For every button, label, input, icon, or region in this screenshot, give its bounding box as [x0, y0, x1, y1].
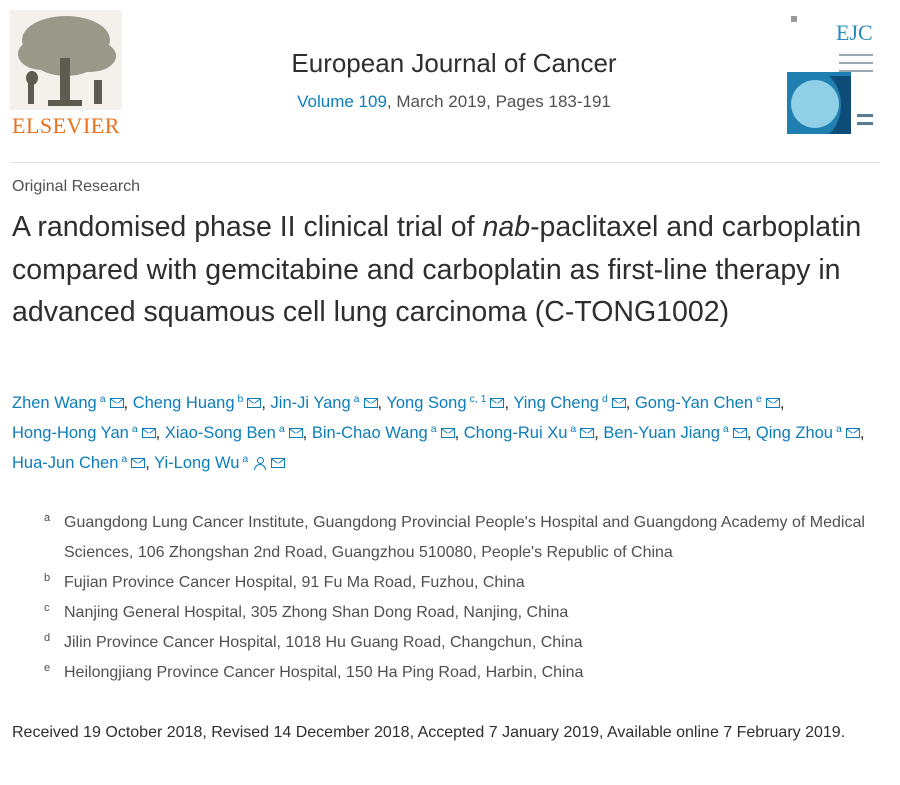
affiliation-item — [44, 508, 884, 568]
author-affiliation-sup: b — [237, 392, 244, 405]
author-name[interactable]: Chong-Rui Xu — [463, 424, 568, 442]
author-affiliation-sup: d — [601, 392, 608, 405]
author-link[interactable] — [271, 394, 378, 412]
author-name[interactable]: Cheng Huang — [132, 394, 235, 412]
author-affiliation-sup: a — [835, 422, 842, 435]
header-divider — [10, 162, 880, 163]
author-name[interactable]: Jin-Ji Yang — [270, 394, 351, 412]
journal-issue — [0, 92, 900, 112]
article-dates: Received 19 October 2018, Revised 14 December 2018, Accepted 7 January 2019, Available online 7 February 2019. — [12, 724, 846, 741]
author-affiliation-sup: a — [353, 392, 360, 405]
author-link[interactable] — [603, 424, 746, 442]
author-name[interactable]: Yi-Long Wu — [154, 454, 240, 472]
affiliation-list — [44, 508, 884, 688]
article-title — [12, 206, 892, 334]
affiliation-text: Jilin Province Cancer Hospital, 1018 Hu Guang Road, Changchun, China — [64, 634, 583, 651]
author-affiliation-sup: a — [242, 452, 249, 465]
mail-icon[interactable] — [733, 428, 747, 438]
author-link[interactable] — [464, 424, 594, 442]
journal-title-link[interactable]: European Journal of Cancer — [291, 48, 617, 78]
article-header — [0, 0, 900, 162]
affiliation-text: Guangdong Lung Cancer Institute, Guangdong Provincial People's Hospital and Guangdong Academy of Medical Sciences, 106 Zhongshan 2nd Road, Guangzhou 510080, People's Republic of China — [64, 514, 865, 561]
affiliation-label: e — [44, 662, 51, 674]
title-part-1: A randomised phase II clinical trial of — [12, 211, 483, 243]
author-affiliation-sup: a — [722, 422, 729, 435]
author-name[interactable]: Ying Cheng — [513, 394, 599, 412]
author-link[interactable] — [635, 394, 780, 412]
author-name[interactable]: Qing Zhou — [755, 424, 833, 442]
author-name[interactable]: Xiao-Song Ben — [164, 424, 276, 442]
person-icon[interactable] — [253, 457, 267, 469]
affiliation-item — [44, 628, 884, 658]
author-link[interactable] — [133, 394, 262, 412]
affiliation-item — [44, 568, 884, 598]
affiliation-label: d — [44, 632, 51, 644]
mail-icon[interactable] — [247, 398, 261, 408]
affiliation-label: a — [44, 512, 51, 524]
author-link[interactable] — [154, 454, 285, 472]
author-link[interactable] — [312, 424, 455, 442]
author-list: Zhen Wang $^a$ , Cheng Huang $^b$ , Jin-Ji Yang $^a$ , Yong Song $^{c, 1}$ , Ying Cheng $^d$ , Gong-Yan Chen $^e$ , Hong-Hong Yan $^a$ , Xiao-Song Ben $^a$ , Bin-Chao Wang $^a$ , Chong-Rui Xu $^a$ , Ben-Yuan Jiang $^a$ , Qing Zhou $^a$ , Hua-Jun Chen $^a$ , Yi-Long Wu $^a$ — [12, 392, 865, 472]
affiliation-label: c — [44, 602, 50, 614]
author-link[interactable] — [165, 424, 303, 442]
journal-title[interactable] — [0, 48, 900, 79]
author-affiliation-sup: a — [570, 422, 577, 435]
mail-icon[interactable] — [271, 458, 285, 468]
author-name[interactable]: Hong-Hong Yan — [12, 424, 129, 442]
author-name[interactable]: Zhen Wang — [12, 394, 97, 412]
author-link[interactable] — [756, 424, 860, 442]
mail-icon[interactable] — [110, 398, 124, 408]
mail-icon[interactable] — [766, 398, 780, 408]
author-affiliation-sup: c, 1 — [469, 392, 487, 405]
author-link[interactable] — [12, 454, 145, 472]
author-affiliation-sup: e — [756, 392, 762, 405]
author-affiliation-sup: a — [99, 392, 106, 405]
mail-icon[interactable] — [289, 428, 303, 438]
affiliation-item — [44, 658, 884, 688]
author-affiliation-sup: a — [131, 422, 138, 435]
author-affiliation-sup: a — [430, 422, 437, 435]
volume-link[interactable]: Volume 109 — [297, 92, 387, 111]
author-name[interactable]: Gong-Yan Chen — [634, 394, 753, 412]
author-name[interactable]: Hua-Jun Chen — [12, 454, 119, 472]
mail-icon[interactable] — [612, 398, 626, 408]
author-name[interactable]: Yong Song — [386, 394, 467, 412]
affiliation-label: b — [44, 572, 51, 584]
article-type: Original Research — [12, 178, 141, 195]
mail-icon[interactable] — [580, 428, 594, 438]
author-name[interactable]: Ben-Yuan Jiang — [603, 424, 720, 442]
affiliation-text: Fujian Province Cancer Hospital, 91 Fu Ma Road, Fuzhou, China — [64, 574, 525, 591]
author-affiliation-sup: a — [121, 452, 128, 465]
title-italic-term: nab — [482, 211, 531, 243]
author-affiliation-sup: a — [278, 422, 285, 435]
journal-acronym: EJC — [836, 20, 873, 45]
author-link[interactable] — [12, 394, 124, 412]
mail-icon[interactable] — [490, 398, 504, 408]
mail-icon[interactable] — [131, 458, 145, 468]
author-link[interactable] — [513, 394, 625, 412]
mail-icon[interactable] — [364, 398, 378, 408]
affiliation-text: Heilongjiang Province Cancer Hospital, 150 Ha Ping Road, Harbin, China — [64, 664, 584, 681]
author-link[interactable] — [386, 394, 504, 412]
publisher-name[interactable]: ELSEVIER — [12, 113, 120, 138]
author-name[interactable]: Bin-Chao Wang — [311, 424, 428, 442]
mail-icon[interactable] — [846, 428, 860, 438]
affiliation-item — [44, 598, 884, 628]
title-part-2: -paclitaxel and carboplatin compared with gemcitabine and carboplatin as first-line therapy in advanced squamous cell lung carcinoma (C-TONG1002) — [12, 211, 862, 328]
issue-details: , March 2019, Pages 183-191 — [386, 92, 611, 111]
affiliation-text: Nanjing General Hospital, 305 Zhong Shan Dong Road, Nanjing, China — [64, 604, 569, 621]
mail-icon[interactable] — [441, 428, 455, 438]
author-link[interactable] — [12, 424, 156, 442]
mail-icon[interactable] — [142, 428, 156, 438]
